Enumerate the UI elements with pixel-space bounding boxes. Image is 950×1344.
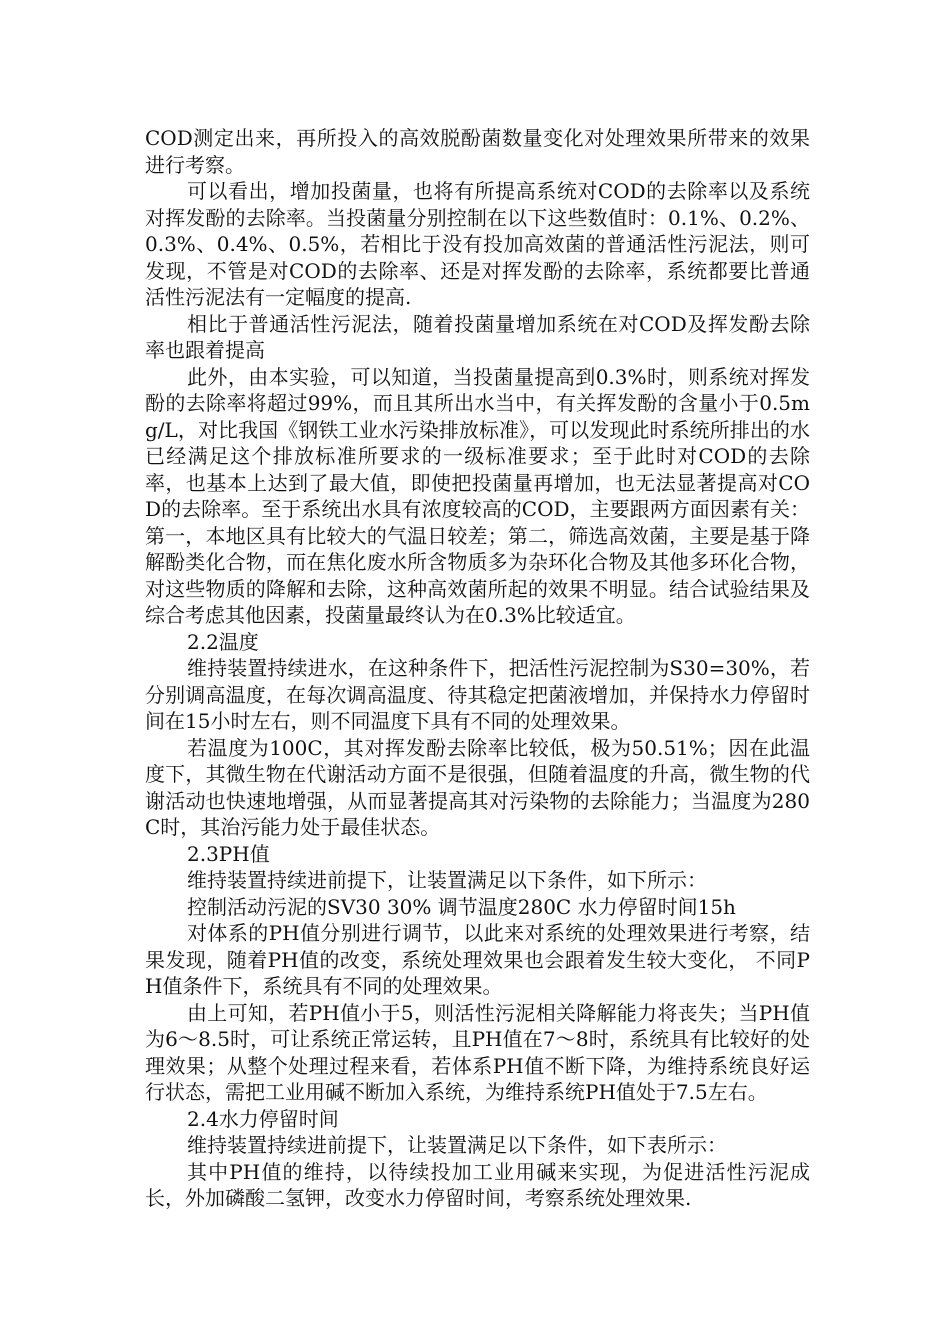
paragraph-retention-method: 其中PH值的维持，以待续投加工业用碱来实现，为促进活性污泥成长，外加磷酸二氢钾，改变水力停留时间，考察系统处理效果. xyxy=(145,1159,810,1210)
paragraph-comparison: 相比于普通活性污泥法，随着投菌量增加系统在对COD及挥发酚去除率也跟着提高 xyxy=(145,311,810,362)
paragraph-optimal-dosage: 此外，由本实验，可以知道，当投菌量提高到0.3%时，则系统对挥发酚的去除率将超过99%，而且其所出水当中，有关挥发酚的含量小于0.5mg/L，对比我国《钢铁工业水污染排放标准》，可以发现此时系统所排出的水已经满足这个排放标准所要求的一级标准要求；至于此时对COD的去除率，也基本上达到了最大值，即使把投菌量再增加，也无法显著提高对COD的去除率。至于系统出水具有浓度较高的COD，主要跟两方面因素有关：第一，本地区具有比较大的气温日较差；第二，筛选高效菌，主要是基于降解酚类化合物，而在焦化废水所含物质多为杂环化合物及其他多环化合物，对这些物质的降解和去除，这种高效菌所起的效果不明显。结合试验结果及综合考虑其他因素，投菌量最终认为在0.3%比较适宜。 xyxy=(145,364,810,627)
paragraph-ph-conditions: 控制活动污泥的SV30 30% 调节温度280C 水力停留时间15h xyxy=(187,894,736,919)
paragraph-ph-conditions-intro: 维持装置持续进前提下，让装置满足以下条件，如下所示： xyxy=(187,868,707,892)
paragraph-ph-adjustment: 对体系的PH值分别进行调节，以此来对系统的处理效果进行考察，结果发现，随着PH值的改变，系统处理效果也会跟着发生较大变化， 不同PH值条件下，系统具有不同的处理效果。 xyxy=(145,921,810,998)
section-heading-ph: 2.3PH值 xyxy=(187,841,270,866)
document-body xyxy=(145,125,810,1212)
paragraph-cod-measurement: COD测定出来，再所投入的高效脱酚菌数量变化对处理效果所带来的效果进行考察。 xyxy=(145,126,810,177)
section-heading-retention-time: 2.4水力停留时间 xyxy=(187,1106,339,1131)
section-heading-temperature: 2.2温度 xyxy=(187,629,259,654)
paragraph-retention-conditions: 维持装置持续进前提下，让装置满足以下条件，如下表所示： xyxy=(187,1133,727,1157)
paragraph-temperature-setup: 维持装置持续进水，在这种条件下，把活性污泥控制为S30=30%，若分别调高温度，在每次调高温度、待其稳定把菌液增加，并保持水力停留时间在15小时左右，则不同温度下具有不同的处理效果。 xyxy=(145,656,810,733)
paragraph-dosage-increase: 可以看出，增加投菌量，也将有所提高系统对COD的去除率以及系统对挥发酚的去除率。当投菌量分别控制在以下这些数值时：0.1%、0.2%、0.3%、0.4%、0.5%，若相比于没有投加高效菌的普通活性污泥法，则可发现，不管是对COD的去除率、还是对挥发酚的去除率，系统都要比普通活性污泥法有一定幅度的提高. xyxy=(145,179,810,309)
paragraph-temperature-results: 若温度为100C，其对挥发酚去除率比较低，极为50.51%；因在此温度下，其微生物在代谢活动方面不是很强，但随着温度的升高，微生物的代谢活动也快速地增强，从而显著提高其对污染物的去除能力；当温度为280C时，其治污能力处于最佳状态。 xyxy=(145,735,810,839)
paragraph-ph-results: 由上可知，若PH值小于5，则活性污泥相关降解能力将丧失；当PH值为6～8.5时，可让系统正常运转，且PH值在7～8时，系统具有比较好的处理效果；从整个处理过程来看，若体系PH值不断下降，为维持系统良好运行状态，需把工业用碱不断加入系统，为维持系统PH值处于7.5左右。 xyxy=(145,1000,810,1104)
